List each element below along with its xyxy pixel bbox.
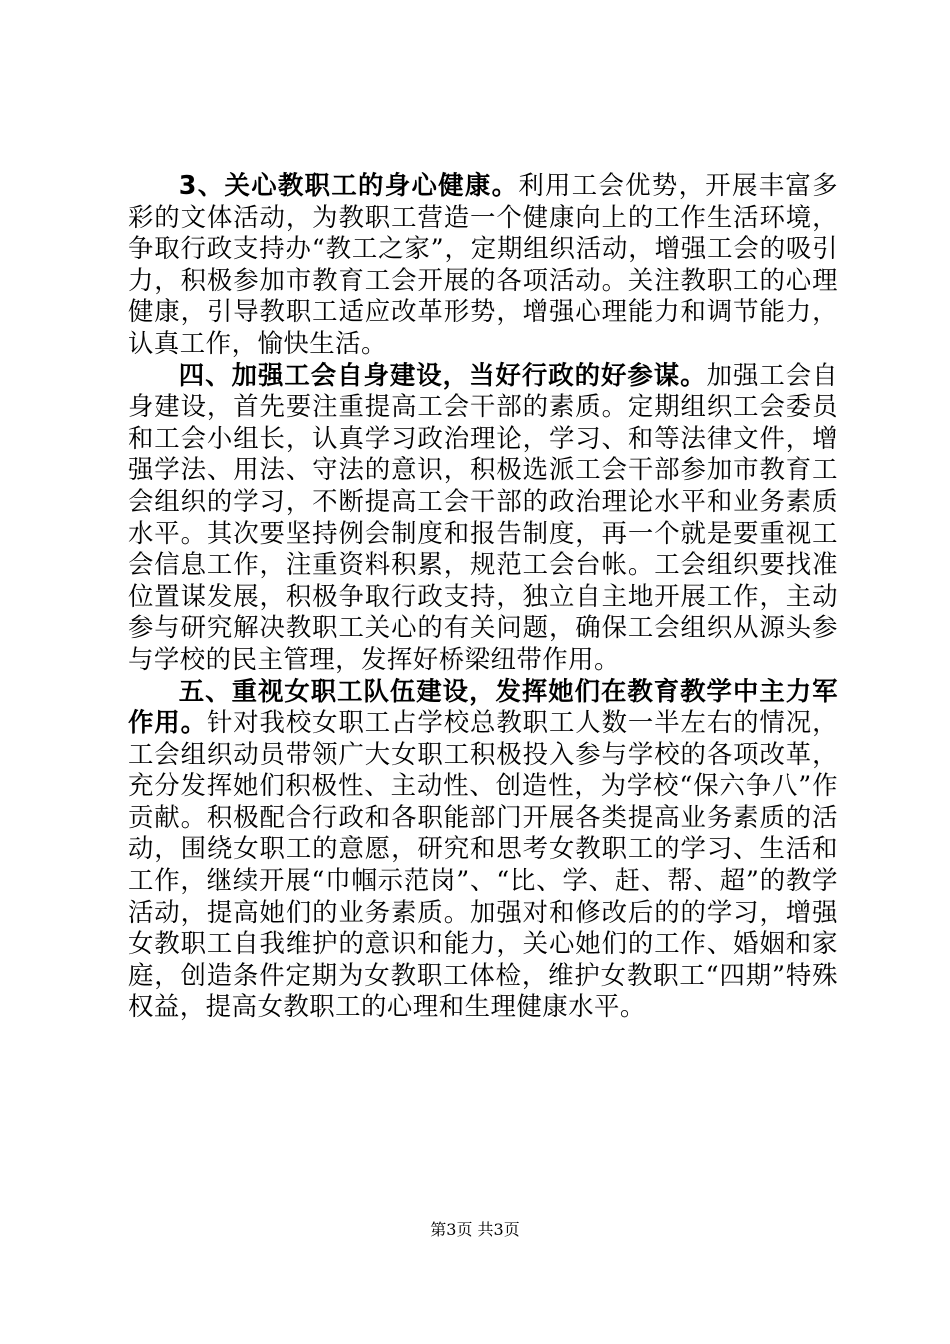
paragraph-heading: 五、重视女职工队伍建设，发挥她们在教育教学中主力军作用。 [128, 675, 838, 738]
paragraph-health [128, 170, 838, 360]
paragraph-heading: 3、关心教职工的身心健康。 [178, 170, 519, 200]
paragraph-female-staff [128, 676, 838, 1024]
paragraph-text: 利用工会优势，开展丰富多彩的文体活动，为教职工营造一个健康向上的工作生活环境，争取行政支持办“教工之家”，定期组织活动，增强工会的吸引力，积极参加市教育工会开展的各项活动。关注教职工的心理健康，引导教职工适应改革形势，增强心理能力和调节能力，认真工作，愉快生活。 [128, 170, 839, 358]
page-footer: 第3页 共3页 [430, 1220, 520, 1239]
paragraph-text: 针对我校女职工占学校总教职工人数一半左右的情况，工会组织动员带领广大女职工积极投入参与学校的各项改革，充分发挥她们积极性、主动性、创造性，为学校“保六争八”作贡献。积极配合行政和各职能部门开展各类提高业务素质的活动，围绕女职工的意愿，研究和思考女教职工的学习、生活和工作，继续开展“巾帼示范岗”、“比、学、赶、帮、超”的教学活动，提高她们的业务素质。加强对和修改后的的学习，增强女教职工自我维护的意识和能力，关心她们的工作、婚姻和家庭，创造条件定期为女教职工体检，维护女教职工“四期”特殊权益，提高女教职工的心理和生理健康水平。 [128, 707, 839, 1022]
document-body [128, 170, 838, 1023]
paragraph-text: 加强工会自身建设，首先要注重提高工会干部的素质。定期组织工会委员和工会小组长，认真学习政治理论，学习、和等法律文件，增强学法、用法、守法的意识，积极选派工会干部参加市教育工会组织的学习，不断提高工会干部的政治理论水平和业务素质水平。其次要坚持例会制度和报告制度，再一个就是要重视工会信息工作，注重资料积累，规范工会台帐。工会组织要找准位置谋发展，积极争取行政支持，独立自主地开展工作，主动参与研究解决教职工关心的有关问题，确保工会组织从源头参与学校的民主管理，发挥好桥梁纽带作用。 [128, 359, 839, 674]
paragraph-heading: 四、加强工会自身建设，当好行政的好参谋。 [178, 359, 707, 390]
paragraph-self-building [128, 360, 838, 676]
